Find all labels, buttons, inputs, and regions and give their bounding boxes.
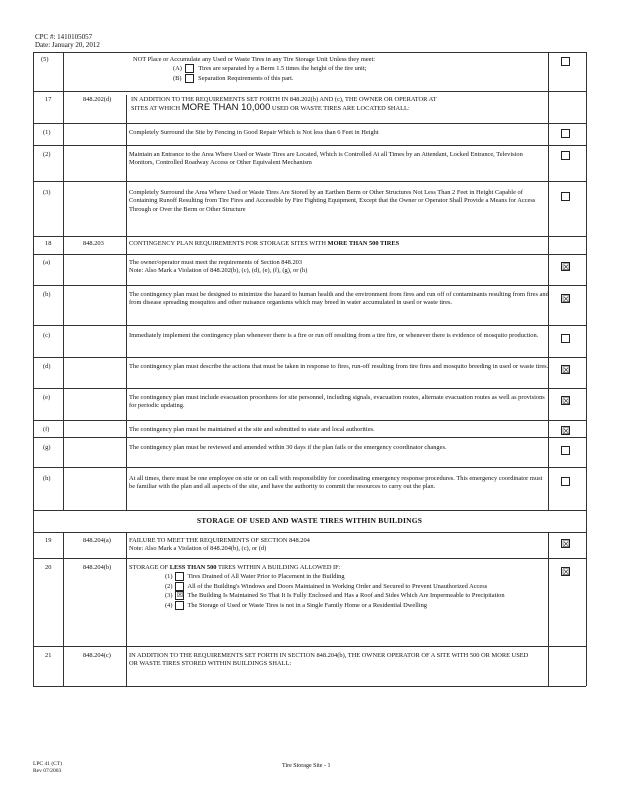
item-text: Completely Surround the Area Where Used or Waste Tires Are Stored by an Earthen Berm or Other Structures Not Less Than 2 Feet in Height Capable of Containing Runoff Resulting from Tire Fires and Accessible by Fire Fighting Equipment, Except that the Owner or Operator Shall Provide a Means for Access Through or Over the Berm or Other Structure: [129, 189, 536, 213]
option-label: (2): [165, 582, 173, 590]
item-heading-emphasis: LESS THAN 500: [169, 564, 217, 571]
item-number: (f): [43, 426, 50, 433]
item-text: Completely Surround the Site by Fencing in Good Repair Which is Not less than 6 Feet in Height: [129, 129, 379, 136]
item-text: The contingency plan must be reviewed and amended within 30 days if the plan fails or the emergency coordinator changes.: [129, 444, 447, 451]
item-text: NOT Place or Accumulate any Used or Waste Tires in any Tire Storage Unit Unless they meet:: [133, 56, 376, 63]
item-number: (d): [43, 363, 51, 370]
option-text: Tires are separated by a Berm 1.5 times the height of the tire unit;: [198, 65, 367, 73]
violation-checkbox[interactable]: [561, 446, 570, 455]
table-border-right: [586, 52, 587, 686]
table-border-left: [33, 52, 34, 686]
section-ref: 848.204(b): [83, 564, 112, 571]
item-text: The owner/operator must meet the requirements of Section 848.203: [129, 259, 303, 266]
option-4-checkbox[interactable]: [175, 601, 184, 610]
form-revision: Rev 07/2003: [33, 768, 62, 774]
item-number: 21: [45, 652, 52, 659]
row-line: [33, 357, 586, 358]
item-note: Note: Also Mark a Violation of 848.204(b), (c), or (d): [129, 545, 267, 553]
option-label: (3): [165, 592, 173, 600]
option-a-checkbox[interactable]: [185, 64, 194, 73]
item-heading-emphasis: MORE THAN 10,000: [181, 102, 271, 114]
cpc-number: CPC #: 1410105057: [35, 33, 93, 41]
item-text: Maintain an Entrance to the Area Where Used or Waste Tires are Located, Which is Controlled At all Times by an Attendant, Locked Entrance, Television Monitors, Controlled Roadway Access or Other Equivalent Mechanism: [129, 151, 523, 167]
form-number: LPC 41 (CT): [33, 761, 63, 767]
option-label: (4): [165, 601, 173, 609]
item-number: 17: [45, 96, 52, 103]
violation-checkbox-checked[interactable]: ☒: [562, 567, 571, 577]
option-text: Separation Requirements of this part.: [198, 74, 294, 82]
option-text: The Storage of Used or Waste Tires is not in a Single Family Home or a Residential Dwelling: [187, 601, 427, 609]
col-divider-num-2: [63, 532, 64, 686]
item-heading-part: SITES AT WHICH: [131, 105, 182, 113]
item-heading: IN ADDITION TO THE REQUIREMENTS SET FORTH IN SECTION 848.204(b), THE OWNER OPERATOR OF A SITE WITH 500 OR MORE USED OR WASTE TIRES STORED WITHIN BUILDINGS SHALL:: [129, 652, 529, 668]
option-label: (B): [173, 74, 182, 82]
row-line: [33, 558, 586, 559]
violation-checkbox-checked[interactable]: ☒: [562, 365, 571, 375]
item-heading-part: STORAGE OF: [129, 564, 170, 571]
item-number: (a): [43, 259, 51, 266]
option-text: All of the Building's Windows and Doors Maintained in Working Order and Secured to Prevent Unauthorized Access: [187, 582, 488, 590]
row-line: [33, 236, 586, 237]
option-label: (A): [173, 65, 182, 73]
option-2-checkbox[interactable]: [175, 582, 184, 591]
section-ref: 848.203: [83, 240, 104, 247]
row-line: [33, 420, 586, 421]
item-number: (h): [43, 475, 51, 482]
row-line: [33, 646, 586, 647]
row-line: [33, 532, 586, 533]
item-text: Immediately implement the contingency plan whenever there is a fire or run off resulting from a tire fire, or whenever there is evidence of mosquito production.: [129, 332, 539, 339]
item-heading: FAILURE TO MEET THE REQUIREMENTS OF SECTION 848.204: [129, 537, 310, 544]
violation-checkbox[interactable]: [561, 57, 570, 66]
inspection-date: Date: January 20, 2012: [35, 41, 100, 49]
row-line: [33, 325, 586, 326]
option-text: The Building Is Maintained So That It Is Fully Enclosed and Has a Roof and Sides Which Are Impermeable to Precipitation: [187, 592, 505, 600]
col-divider-sec-2: [126, 532, 127, 686]
violation-checkbox-checked[interactable]: ☒: [562, 539, 571, 549]
option-label: (1): [165, 573, 173, 581]
item-number: (e): [43, 394, 51, 401]
form-footer: [33, 761, 62, 775]
row-line: [33, 145, 586, 146]
col-divider-sec: [126, 95, 127, 510]
item-number: 20: [45, 564, 52, 571]
item-heading: IN ADDITION TO THE REQUIREMENTS SET FORTH IN 848.202(b) AND (c), THE OWNER OR OPERATOR AT: [131, 96, 437, 103]
option-1-checkbox[interactable]: [175, 572, 184, 581]
violation-checkbox-checked[interactable]: ☒: [562, 262, 571, 272]
row-line: [33, 285, 586, 286]
option-b-checkbox[interactable]: [185, 74, 194, 83]
violation-checkbox-checked[interactable]: ☒: [562, 426, 571, 436]
item-text: At all times, there must be one employee on site or on call with responsibility for coordinating emergency response procedures. This emergency coordinator must be familiar with the plan and all aspects of the site, and have the authority to commit the resources to carry out the plan.: [129, 475, 543, 491]
item-heading-part: TIRES WITHIN A BUILDING ALLOWED IF:: [216, 564, 341, 571]
section-ref: 848.204(a): [83, 537, 111, 544]
violation-checkbox[interactable]: [561, 129, 570, 138]
item-text: The contingency plan must describe the actions that must be taken in response to fires, run-off resulting from tire fires and mosquito breeding in used or waste tires.: [129, 363, 549, 370]
item-text: The contingency plan must include evacuation procedures for site personnel, including signals, evacuation routes, alternate evacuation routes as well as provisions for periodic updating.: [129, 394, 545, 410]
item-number: (c): [43, 332, 51, 339]
row-line: [33, 123, 586, 124]
col-divider-num: [63, 52, 64, 510]
violation-checkbox[interactable]: [561, 192, 570, 201]
col-divider-box: [548, 52, 549, 510]
row-line: [33, 91, 586, 92]
violation-checkbox[interactable]: [561, 151, 570, 160]
item-text: The contingency plan must be designed to minimize the hazard to human health and the environment from fires and run off of contaminants resulting from fires and from disease spreading mosquitos and other nuisance organisms which may breed in water accumulated in used or waste tires.: [129, 291, 549, 307]
option-3-checkbox-checked[interactable]: ☒: [176, 591, 184, 600]
violation-checkbox[interactable]: [561, 334, 570, 343]
item-text: The contingency plan must be maintained at the site and submitted to state and local authorities.: [129, 426, 375, 433]
violation-checkbox[interactable]: [561, 477, 570, 486]
item-heading-part: USED OR WASTE TIRES ARE LOCATED SHALL:: [270, 105, 410, 113]
page-footer-title: Tire Storage Site - 1: [282, 763, 331, 769]
item-number: (5): [41, 56, 49, 63]
section-ref: 848.202(d): [83, 96, 112, 103]
row-line: [33, 181, 586, 182]
item-number: (3): [43, 189, 51, 196]
row-line: [33, 388, 586, 389]
row-line: [33, 437, 586, 438]
row-line: [33, 510, 586, 511]
section-ref: 848.204(c): [83, 652, 111, 659]
item-number: (g): [43, 444, 51, 451]
violation-checkbox-checked[interactable]: ☒: [562, 294, 571, 304]
item-number: (1): [43, 129, 51, 136]
row-line: [33, 254, 586, 255]
item-heading: CONTINGENCY PLAN REQUIREMENTS FOR STORAGE SITES WITH: [129, 240, 328, 247]
row-line: [33, 686, 586, 687]
item-number: (2): [43, 151, 51, 158]
item-number: 18: [45, 240, 52, 247]
section-title: STORAGE OF USED AND WASTE TIRES WITHIN BUILDINGS: [196, 516, 423, 525]
document-header: [35, 33, 100, 49]
row-line: [33, 467, 586, 468]
row-line: [33, 52, 586, 53]
item-note: Note: Also Mark a Violation of 848.202(b), (c), (d), (e), (f), (g), or (h): [129, 267, 308, 275]
item-number: 19: [45, 537, 52, 544]
item-number: (b): [43, 291, 51, 298]
option-text: Tires Drained of All Water Prior to Placement in the Building: [187, 573, 345, 581]
item-heading-emphasis: MORE THAN 500 TIRES: [327, 240, 400, 247]
violation-checkbox-checked[interactable]: ☒: [562, 396, 571, 406]
